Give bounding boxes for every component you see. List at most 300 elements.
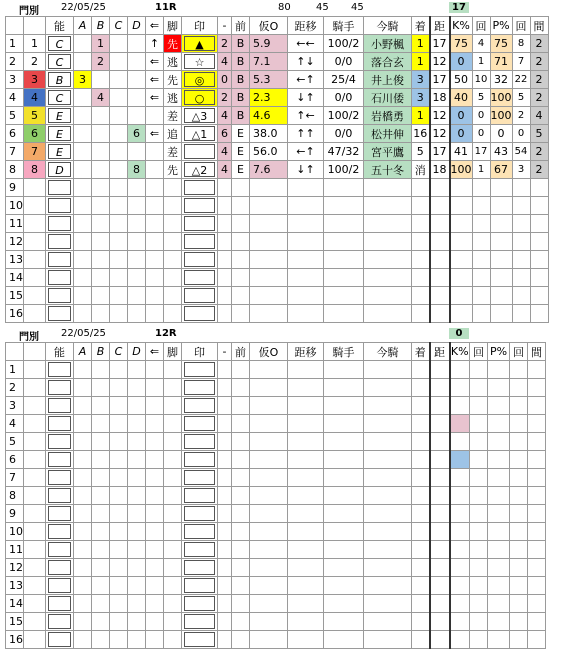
kari-odds <box>250 469 288 487</box>
ability-grade <box>46 361 74 379</box>
current-jockey <box>364 577 412 595</box>
interval: 2 <box>530 71 548 89</box>
dash-value <box>218 287 232 305</box>
front-grade <box>232 559 250 577</box>
arrow-mark <box>146 595 164 613</box>
k-count <box>470 559 488 577</box>
rank-b <box>92 287 110 305</box>
row-number: 6 <box>6 451 24 469</box>
column-header: 距 <box>430 343 450 361</box>
rank-a <box>74 379 92 397</box>
kari-odds <box>250 451 288 469</box>
table-row <box>6 71 549 89</box>
rank-c <box>110 179 128 197</box>
column-header: 回 <box>512 17 530 35</box>
column-header: 今騎 <box>364 17 412 35</box>
current-jockey: 松井伸 <box>364 125 412 143</box>
k-percent <box>450 197 473 215</box>
dash-value <box>218 197 232 215</box>
running-style <box>164 179 182 197</box>
running-style <box>164 215 182 233</box>
jockey-record <box>324 305 364 323</box>
rank-b <box>92 469 110 487</box>
arrow-mark <box>146 505 164 523</box>
rank-b <box>92 541 110 559</box>
distance-change <box>288 469 324 487</box>
ability-grade <box>46 143 74 161</box>
rank-a <box>74 107 92 125</box>
ability-grade <box>46 397 74 415</box>
running-style: 逃 <box>164 89 182 107</box>
race-date: 22/05/25 <box>61 328 106 339</box>
distance-change <box>288 305 324 323</box>
interval <box>528 523 546 541</box>
p-count: 2 <box>512 107 530 125</box>
front-grade: B <box>232 89 250 107</box>
rank-c <box>110 397 128 415</box>
k-count <box>470 523 488 541</box>
table-row <box>6 89 549 107</box>
front-grade: E <box>232 143 250 161</box>
distance-value <box>430 397 450 415</box>
rank-c <box>110 487 128 505</box>
distance-value: 17 <box>430 35 450 53</box>
current-jockey <box>364 559 412 577</box>
kari-odds <box>250 613 288 631</box>
table-row <box>6 487 546 505</box>
k-count <box>470 541 488 559</box>
current-jockey <box>364 505 412 523</box>
p-count: 22 <box>512 71 530 89</box>
gate-number <box>24 379 46 397</box>
kari-odds <box>250 595 288 613</box>
column-header <box>24 343 46 361</box>
current-jockey <box>364 361 412 379</box>
p-percent <box>488 613 510 631</box>
interval <box>528 397 546 415</box>
race-12-panel <box>5 328 573 654</box>
dash-value: 2 <box>218 35 232 53</box>
column-header: 印 <box>182 343 218 361</box>
column-header: D <box>128 17 146 35</box>
running-style: 先 <box>164 35 182 53</box>
p-count <box>510 397 528 415</box>
ability-grade-box: C <box>48 54 71 69</box>
jockey-record: 100/2 <box>324 107 364 125</box>
prediction-mark-box <box>184 560 215 575</box>
rank-b <box>92 613 110 631</box>
distance-value <box>430 433 450 451</box>
rank-a <box>74 251 92 269</box>
prediction-mark-box <box>184 470 215 485</box>
p-percent: 100 <box>490 89 512 107</box>
distance-value <box>430 559 450 577</box>
jockey-record <box>324 433 364 451</box>
rank-d <box>128 379 146 397</box>
finish-position <box>412 361 430 379</box>
current-jockey <box>364 179 412 197</box>
column-header: 仮O <box>250 17 288 35</box>
dash-value <box>218 305 232 323</box>
table-row <box>6 595 546 613</box>
row-number: 5 <box>6 107 24 125</box>
ability-grade-box <box>48 524 71 539</box>
column-header: 間 <box>528 343 546 361</box>
race-11-header <box>5 2 573 16</box>
rank-b <box>92 433 110 451</box>
p-count: 7 <box>512 53 530 71</box>
column-header: P% <box>490 17 512 35</box>
running-style <box>164 505 182 523</box>
distance-change: ←← <box>288 35 324 53</box>
ability-grade-box <box>48 632 71 647</box>
arrow-mark <box>146 613 164 631</box>
interval: 2 <box>530 161 548 179</box>
jockey-record <box>324 451 364 469</box>
distance-value <box>430 197 450 215</box>
rank-d <box>128 487 146 505</box>
rank-d <box>128 505 146 523</box>
distance-value: 12 <box>430 125 450 143</box>
rank-a <box>74 125 92 143</box>
rank-c <box>110 379 128 397</box>
distance-change <box>288 415 324 433</box>
rank-d <box>128 415 146 433</box>
gate-number: 4 <box>24 89 46 107</box>
k-percent <box>450 233 473 251</box>
rank-d <box>128 541 146 559</box>
interval <box>528 559 546 577</box>
kari-odds <box>250 233 288 251</box>
ability-grade-box <box>48 560 71 575</box>
finish-position: 3 <box>412 89 430 107</box>
kari-odds <box>250 379 288 397</box>
front-grade: B <box>232 35 250 53</box>
distance-value <box>430 179 450 197</box>
distance-value <box>430 251 450 269</box>
column-header: B <box>92 343 110 361</box>
front-grade <box>232 305 250 323</box>
distance-change <box>288 197 324 215</box>
gate-number <box>24 215 46 233</box>
prediction-mark-box <box>184 398 215 413</box>
kari-odds: 2.3 <box>250 89 288 107</box>
dash-value: 2 <box>218 89 232 107</box>
table-row <box>6 361 546 379</box>
running-style: 逃 <box>164 53 182 71</box>
rank-c <box>110 215 128 233</box>
dash-value <box>218 251 232 269</box>
rank-d <box>128 433 146 451</box>
rank-c <box>110 361 128 379</box>
arrow-mark <box>146 469 164 487</box>
rank-d <box>128 631 146 649</box>
interval <box>530 287 548 305</box>
k-percent: 0 <box>450 107 473 125</box>
ability-grade <box>46 379 74 397</box>
arrow-mark <box>146 415 164 433</box>
k-count: 5 <box>472 89 490 107</box>
p-count <box>510 631 528 649</box>
current-jockey <box>364 197 412 215</box>
p-count <box>512 305 530 323</box>
k-count <box>472 233 490 251</box>
distance-change: ↓↑ <box>288 161 324 179</box>
table-row <box>6 469 546 487</box>
column-header: 間 <box>530 17 548 35</box>
interval <box>528 433 546 451</box>
k-count <box>470 361 488 379</box>
arrow-mark <box>146 161 164 179</box>
header-num-2: 45 <box>316 2 329 13</box>
prediction-mark-box <box>184 596 215 611</box>
finish-position: 1 <box>412 35 430 53</box>
p-percent <box>488 487 510 505</box>
rank-b: 2 <box>92 53 110 71</box>
jockey-record: 0/0 <box>324 125 364 143</box>
dash-value <box>218 415 232 433</box>
table-row <box>6 53 549 71</box>
row-number: 7 <box>6 143 24 161</box>
interval: 2 <box>530 35 548 53</box>
kari-odds <box>250 505 288 523</box>
kari-odds <box>250 397 288 415</box>
prediction-mark-box <box>184 306 215 321</box>
ability-grade <box>46 71 74 89</box>
rank-d <box>128 143 146 161</box>
distance-value <box>430 215 450 233</box>
prediction-mark-box <box>184 198 215 213</box>
interval <box>530 233 548 251</box>
p-count: 3 <box>512 161 530 179</box>
rank-d <box>128 89 146 107</box>
kari-odds <box>250 433 288 451</box>
column-header-row <box>6 17 549 35</box>
finish-position: 5 <box>412 143 430 161</box>
k-percent <box>450 613 470 631</box>
front-grade <box>232 487 250 505</box>
k-count: 1 <box>472 161 490 179</box>
ability-grade-box <box>48 614 71 629</box>
kari-odds: 56.0 <box>250 143 288 161</box>
row-number: 16 <box>6 631 24 649</box>
front-grade <box>232 251 250 269</box>
rank-a <box>74 397 92 415</box>
finish-position <box>412 433 430 451</box>
rank-c <box>110 613 128 631</box>
rank-a <box>74 577 92 595</box>
dash-value <box>218 215 232 233</box>
gate-number <box>24 361 46 379</box>
rank-b <box>92 505 110 523</box>
table-row <box>6 397 546 415</box>
rank-d <box>128 71 146 89</box>
k-percent <box>450 505 470 523</box>
ability-grade <box>46 523 74 541</box>
ability-grade <box>46 469 74 487</box>
kari-odds: 7.1 <box>250 53 288 71</box>
running-style: 差 <box>164 107 182 125</box>
ability-grade <box>46 415 74 433</box>
race-number: 11R <box>155 2 177 13</box>
current-jockey <box>364 269 412 287</box>
prediction-mark-box <box>184 252 215 267</box>
jockey-record <box>324 487 364 505</box>
jockey-record <box>324 379 364 397</box>
p-count <box>510 415 528 433</box>
table-row <box>6 143 549 161</box>
rank-b <box>92 215 110 233</box>
k-percent <box>450 631 470 649</box>
gate-number <box>24 469 46 487</box>
finish-position: 1 <box>412 107 430 125</box>
p-percent <box>490 179 512 197</box>
prediction-mark-box: ▲ <box>184 36 215 51</box>
p-percent: 75 <box>490 35 512 53</box>
rank-d <box>128 287 146 305</box>
k-count: 0 <box>472 125 490 143</box>
k-count <box>470 469 488 487</box>
interval <box>530 197 548 215</box>
prediction-mark <box>182 631 218 649</box>
p-count <box>510 379 528 397</box>
p-percent <box>490 287 512 305</box>
distance-change <box>288 613 324 631</box>
row-number: 1 <box>6 361 24 379</box>
front-grade <box>232 361 250 379</box>
p-percent <box>488 541 510 559</box>
rank-d <box>128 53 146 71</box>
p-count <box>512 269 530 287</box>
rank-b <box>92 415 110 433</box>
prediction-mark-box <box>184 614 215 629</box>
rank-a <box>74 487 92 505</box>
interval <box>528 595 546 613</box>
ability-grade <box>46 269 74 287</box>
track-label: 門別 <box>19 6 39 17</box>
kari-odds <box>250 269 288 287</box>
prediction-mark-box <box>184 270 215 285</box>
rank-b <box>92 269 110 287</box>
table-row <box>6 451 546 469</box>
front-grade <box>232 595 250 613</box>
rank-c <box>110 631 128 649</box>
p-count <box>512 197 530 215</box>
current-jockey: 五十冬 <box>364 161 412 179</box>
gate-number <box>24 415 46 433</box>
rank-a <box>74 53 92 71</box>
distance-change: ↑← <box>288 107 324 125</box>
ability-grade <box>46 125 74 143</box>
p-percent <box>488 451 510 469</box>
p-percent <box>488 577 510 595</box>
running-style: 先 <box>164 71 182 89</box>
k-count: 1 <box>472 53 490 71</box>
distance-value: 12 <box>430 107 450 125</box>
jockey-record <box>324 233 364 251</box>
k-count: 4 <box>472 35 490 53</box>
prediction-mark-box <box>184 288 215 303</box>
prediction-mark <box>182 53 218 71</box>
arrow-mark <box>146 197 164 215</box>
row-number: 1 <box>6 35 24 53</box>
distance-change <box>288 251 324 269</box>
rank-d <box>128 469 146 487</box>
rank-b <box>92 487 110 505</box>
row-number: 16 <box>6 305 24 323</box>
gate-number: 3 <box>24 71 46 89</box>
current-jockey <box>364 433 412 451</box>
column-header: 脚 <box>164 17 182 35</box>
race-11-panel <box>5 2 573 324</box>
dist-count-badge: 17 <box>449 2 469 13</box>
front-grade <box>232 197 250 215</box>
rank-c <box>110 577 128 595</box>
rank-b <box>92 577 110 595</box>
prediction-mark-box <box>184 578 215 593</box>
arrow-mark <box>146 487 164 505</box>
rank-d: 6 <box>128 125 146 143</box>
rank-c <box>110 415 128 433</box>
running-style <box>164 577 182 595</box>
rank-c <box>110 89 128 107</box>
distance-value <box>430 613 450 631</box>
kari-odds <box>250 287 288 305</box>
rank-a <box>74 143 92 161</box>
prediction-mark <box>182 179 218 197</box>
p-count <box>510 559 528 577</box>
row-number: 10 <box>6 523 24 541</box>
header-num-1: 80 <box>278 2 291 13</box>
ability-grade-box <box>48 578 71 593</box>
rank-a <box>74 233 92 251</box>
finish-position <box>412 179 430 197</box>
column-header: 回 <box>472 17 490 35</box>
distance-change <box>288 595 324 613</box>
p-percent <box>490 215 512 233</box>
prediction-mark <box>182 541 218 559</box>
row-number: 7 <box>6 469 24 487</box>
rank-c <box>110 287 128 305</box>
table-row <box>6 613 546 631</box>
distance-value: 12 <box>430 53 450 71</box>
arrow-mark <box>146 397 164 415</box>
jockey-record <box>324 415 364 433</box>
dash-value <box>218 379 232 397</box>
rank-d <box>128 577 146 595</box>
rank-a <box>74 631 92 649</box>
running-style: 先 <box>164 161 182 179</box>
distance-change <box>288 179 324 197</box>
p-percent <box>488 631 510 649</box>
finish-position <box>412 305 430 323</box>
interval <box>528 541 546 559</box>
prediction-mark-box <box>184 180 215 195</box>
dash-value <box>218 397 232 415</box>
table-row <box>6 215 549 233</box>
table-row <box>6 287 549 305</box>
ability-grade-box <box>48 198 71 213</box>
gate-number <box>24 397 46 415</box>
kari-odds <box>250 541 288 559</box>
rank-b: 4 <box>92 89 110 107</box>
kari-odds <box>250 305 288 323</box>
column-header-row <box>6 343 546 361</box>
jockey-record <box>324 215 364 233</box>
row-number: 11 <box>6 541 24 559</box>
column-header: ⇐ <box>146 17 164 35</box>
prediction-mark <box>182 559 218 577</box>
